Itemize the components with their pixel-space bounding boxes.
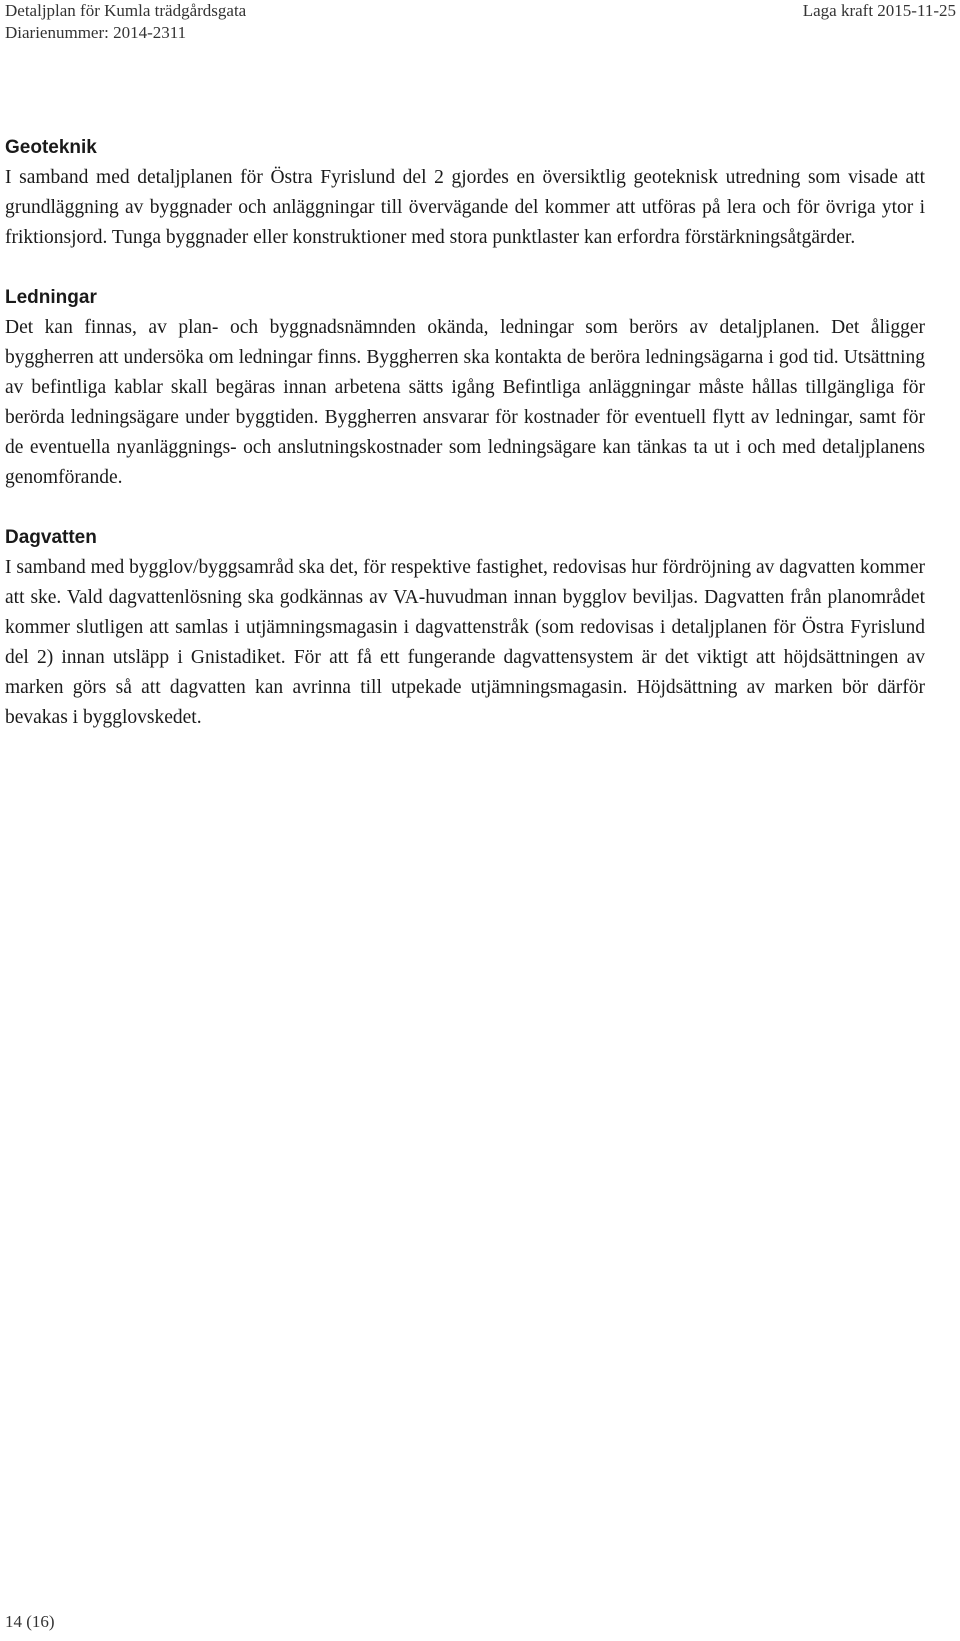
page-number: 14 (16)	[5, 1612, 55, 1631]
section-heading: Ledningar	[5, 287, 97, 308]
section-paragraph: I samband med bygglov/byggsamråd ska det, för respektive fastighet, redovisas hur fördröjning av dagvatten kommer att ske. Vald dagvattenlösning ska godkännas av VA-huvudman innan bygglov beviljas. Dagvatten från planområdet kommer slutligen att samlas i utjämningsmagasin i dagvattenstråk (som redovisas i detaljplanen för Östra Fyrislund del 2) innan utsläpp i Gnistadiket. För att få ett fungerande dagvattensystem är det viktigt att höjdsättningen av marken görs så att dagvatten kan avrinna till utpekade utjämningsmagasin. Höjdsättning av marken bör därför bevakas i bygglovskedet.	[5, 557, 925, 728]
section-heading: Dagvatten	[5, 527, 97, 548]
section-paragraph: I samband med detaljplanen för Östra Fyrislund del 2 gjordes en översiktlig geoteknisk utredning som visade att grundläggning av byggnader och anläggningar till övervägande del kommer att utföras på lera och för övriga ytor i friktionsjord. Tunga byggnader eller konstruktioner med stora punktlaster kan erfordra förstärkningsåtgärder.	[5, 167, 925, 248]
document-status: Laga kraft 2015-11-25	[802, 1, 956, 20]
section-paragraph: Det kan finnas, av plan- och byggnadsnämnden okända, ledningar som berörs av detaljplanen. Det åligger byggherren att undersöka om ledningar finns. Byggherren ska kontakta de beröra ledningsägarna i god tid. Utsättning av befintliga kablar skall begäras innan arbetena sätts igång Befintliga anläggningar måste hållas tillgängliga för berörda ledningsägare under byggtiden. Byggherren ansvarar för kostnader för eventuell flytt av ledningar, samt för de eventuella nyanläggnings- och anslutningskostnader som ledningsägare kan tänkas ta ut i och med detaljplanens genomförande.	[5, 317, 925, 488]
document-title: Detaljplan för Kumla trädgårdsgata	[5, 1, 247, 20]
section-geoteknik	[5, 133, 925, 253]
section-heading: Geoteknik	[5, 137, 97, 158]
document-header	[5, 0, 246, 44]
section-ledningar	[5, 283, 925, 493]
diary-number: Diarienummer: 2014-2311	[5, 23, 187, 42]
document-body	[5, 133, 925, 733]
section-dagvatten	[5, 523, 925, 733]
